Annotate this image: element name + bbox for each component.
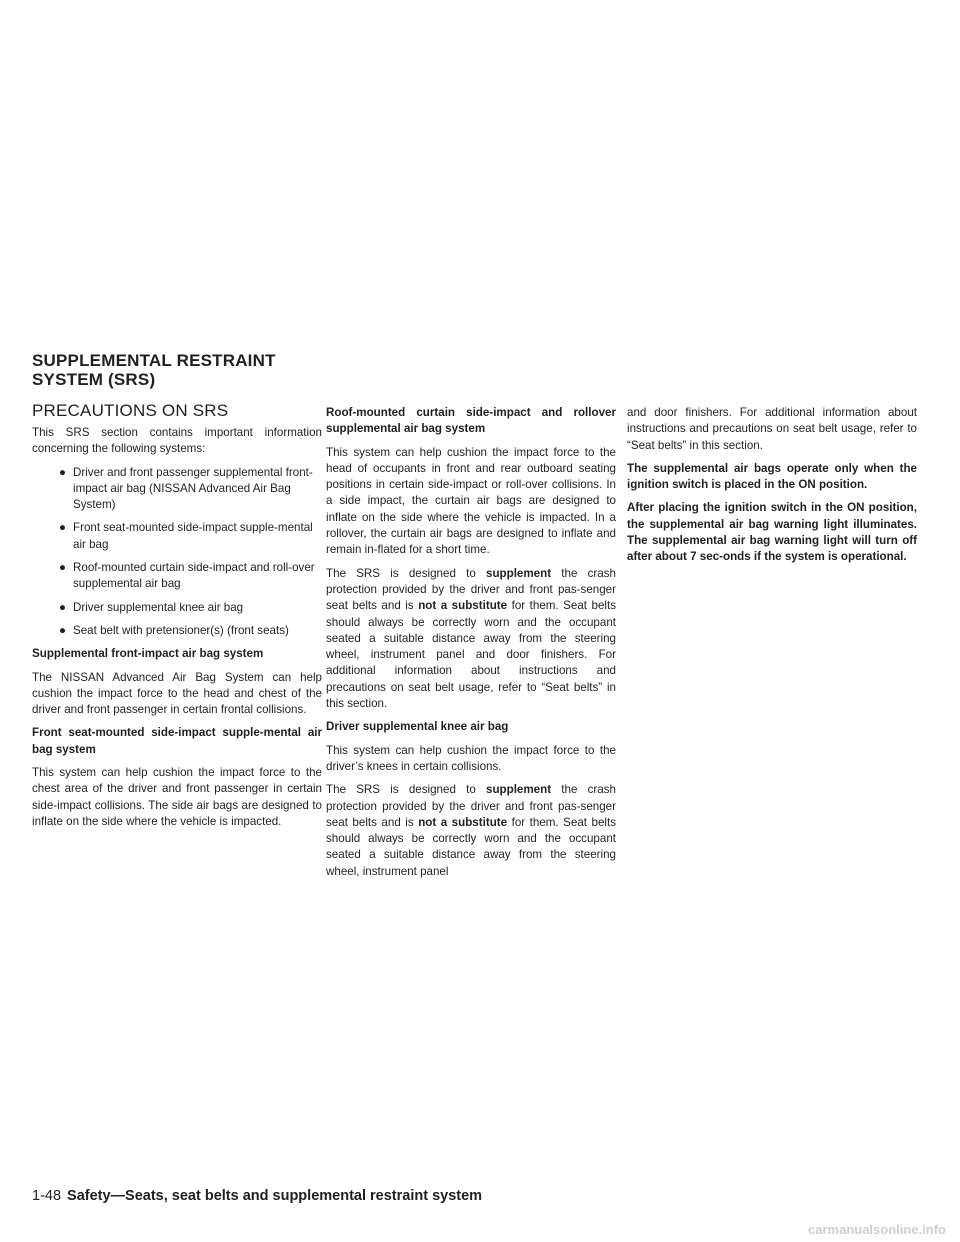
- page-footer: [32, 1188, 482, 1204]
- text-run: the crash protection provided by the driver and front pas-senger seat belts and is: [326, 566, 616, 613]
- bullet-icon: ●: [59, 600, 67, 614]
- section-title: [32, 351, 276, 389]
- text-run: The SRS is designed to: [326, 783, 487, 797]
- list-item-text: Driver supplemental knee air bag: [73, 600, 244, 614]
- text-run: the crash protection provided by the driver and front pas-senger seat belts and is: [326, 783, 616, 829]
- systems-list: [32, 465, 322, 640]
- list-item-text: Driver and front passenger supplemental front-impact air bag (NISSAN Advanced Air Bag System): [73, 465, 313, 512]
- warning-light-paragraph: After placing the ignition switch in the ON position, the supplemental air bag warning light illuminates. The supplemental air bag warning light will turn off after about 7 sec-onds if the system is operational.: [627, 501, 917, 564]
- list-item: [32, 623, 322, 639]
- column-3: [627, 405, 917, 573]
- emphasis-not-substitute: not a substitute: [418, 599, 508, 613]
- list-item-text: Seat belt with pretensioner(s) (front seats): [73, 623, 289, 637]
- srs-supplement-paragraph-2: [326, 782, 616, 880]
- list-item: [32, 560, 322, 593]
- list-item: [32, 520, 322, 553]
- watermark: carmanualsonline.info: [808, 1222, 946, 1237]
- front-impact-paragraph: The NISSAN Advanced Air Bag System can help cushion the impact force to the head and chest of the driver and front passenger in certain frontal collisions.: [32, 670, 322, 717]
- list-item: [32, 465, 322, 514]
- bullet-icon: ●: [59, 465, 67, 479]
- srs-supplement-paragraph-1: [326, 566, 616, 713]
- section-title-line2: SYSTEM (SRS): [32, 370, 156, 389]
- text-run: for them. Seat belts should always be correctly worn and the occupant seated a suitable distance away from the steering wheel, instrument panel: [326, 815, 617, 878]
- emphasis-supplement: supplement: [486, 783, 552, 797]
- list-item-text: Front seat-mounted side-impact supple-mental air bag: [73, 521, 313, 551]
- column-2: [326, 405, 616, 887]
- curtain-paragraph: This system can help cushion the impact force to the head of occupants in front and rear outboard seating positions in certain side-impact or roll-over collisions. In a side impact, the curtain air bags are designed to inflate on the side where the vehicle is impacted. In a rollover, the curtain air bags are designed to inflate and remain in-flated for a short time.: [326, 445, 616, 557]
- emphasis-supplement: supplement: [486, 566, 552, 580]
- bullet-icon: ●: [59, 623, 67, 637]
- side-impact-heading: Front seat-mounted side-impact supple-mental air bag system: [32, 726, 322, 756]
- continued-paragraph: and door finishers. For additional information about instructions and precautions on seat belt usage, refer to “Seat belts” in this section.: [627, 406, 917, 452]
- front-impact-heading: Supplemental front-impact air bag system: [32, 647, 264, 661]
- warning-operate-paragraph: The supplemental air bags operate only when the ignition switch is placed in the ON position.: [627, 461, 917, 492]
- intro-paragraph: This SRS section contains important information concerning the following systems:: [32, 426, 322, 456]
- chapter-title: Safety—Seats, seat belts and supplemental restraint system: [67, 1188, 483, 1204]
- subsection-title: PRECAUTIONS ON SRS: [32, 401, 229, 420]
- list-item-text: Roof-mounted curtain side-impact and roll-over supplemental air bag: [73, 561, 315, 591]
- page-number: 1-48: [32, 1188, 62, 1204]
- section-title-line1: SUPPLEMENTAL RESTRAINT: [32, 351, 276, 370]
- curtain-heading: Roof-mounted curtain side-impact and rollover supplemental air bag system: [326, 406, 616, 436]
- list-item: [32, 600, 322, 616]
- side-impact-paragraph: This system can help cushion the impact force to the chest area of the driver and front passenger in certain side-impact collisions. The side air bags are designed to inflate on the side where the vehicle is impacted.: [32, 766, 322, 828]
- emphasis-not-substitute: not a substitute: [418, 815, 508, 829]
- column-1: [32, 425, 322, 837]
- knee-paragraph: This system can help cushion the impact force to the driver’s knees in certain collisions.: [326, 743, 616, 773]
- text-run: The SRS is designed to: [326, 566, 487, 580]
- knee-heading: Driver supplemental knee air bag: [326, 720, 509, 734]
- bullet-icon: ●: [59, 521, 67, 535]
- bullet-icon: ●: [59, 561, 67, 575]
- text-run: for them. Seat belts should always be correctly worn and the occupant seated a suitable distance away from the steering wheel, instrument panel and door finishers. For additional information about instructions and precautions on seat belt usage, refer to “Seat belts” in this section.: [326, 599, 617, 711]
